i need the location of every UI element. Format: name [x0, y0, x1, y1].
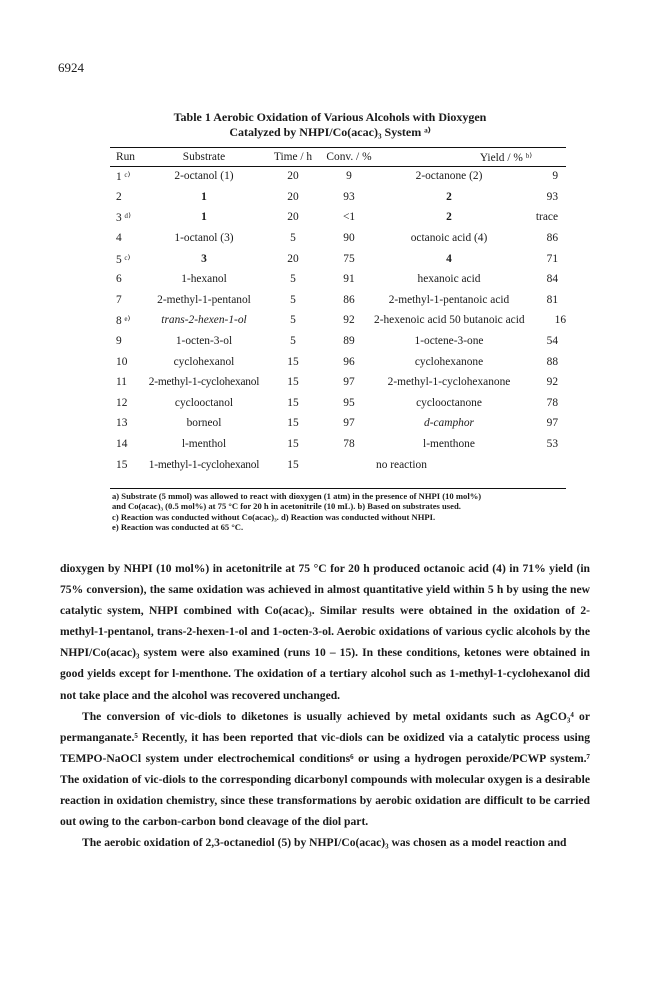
run-cell: 2 [116, 190, 122, 203]
time-cell: 5 [290, 273, 296, 286]
time-cell: 15 [287, 458, 299, 471]
body-text [60, 558, 590, 853]
conversion-cell: 86 [343, 293, 355, 306]
conversion-cell: 9 [346, 170, 352, 183]
table-caption-line-1: Table 1 Aerobic Oxidation of Various Alcohols with Dioxygen [173, 110, 487, 124]
table-row [110, 310, 566, 331]
run-cell: 14 [116, 438, 128, 451]
substrate-cell: 1-methyl-1-cyclohexanol [148, 458, 260, 471]
substrate-cell: l-menthol [181, 438, 227, 451]
yield-cell: 88 [546, 355, 559, 368]
yield-cell: 93 [546, 190, 559, 203]
substrate-cell: cyclohexanol [173, 355, 235, 368]
table-row [110, 269, 566, 290]
table-footnotes [112, 491, 582, 532]
conversion-cell: 96 [343, 355, 355, 368]
substrate-cell: trans-2-hexen-1-ol [161, 314, 247, 327]
run-cell: 9 [116, 335, 122, 348]
conversion-cell: 92 [343, 314, 355, 327]
table-caption-line-2: Catalyzed by NHPI/Co(acac)₃ System ᵃ⁾ [229, 125, 431, 139]
yield-cell [524, 454, 566, 475]
conversion-cell: 97 [343, 417, 355, 430]
yield-cell: 9 [552, 170, 559, 183]
product-cell: hexanoic acid [417, 273, 481, 286]
substrate-cell: 1-octanol (3) [174, 232, 234, 245]
yield-cell: 53 [546, 438, 559, 451]
substrate-cell: 2-methyl-1-pentanol [157, 293, 251, 306]
footnote-line: and Co(acac)₃ (0.5 mol%) at 75 °C for 20 h in acetonitrile (10 mL). b) Based on substrates used. [112, 501, 461, 512]
time-cell: 5 [290, 293, 296, 306]
page-number: 6924 [58, 60, 84, 75]
run-cell: 10 [116, 355, 128, 368]
table-row [110, 331, 566, 352]
substrate-cell: 3 [201, 252, 207, 265]
run-cell: 11 [116, 376, 127, 389]
header-time: Time / h [273, 151, 313, 163]
yield-cell: 97 [546, 417, 559, 430]
conversion-cell: 89 [343, 335, 355, 348]
time-cell: 5 [290, 232, 296, 245]
conversion-cell: <1 [342, 211, 356, 224]
table-row [110, 413, 566, 434]
table-row [110, 434, 566, 455]
header-conversion: Conv. / % [326, 151, 372, 163]
product-cell: cyclohexanone [414, 355, 484, 368]
table-header-row [110, 148, 566, 166]
run-cell: 3 ᵈ⁾ [116, 212, 131, 225]
substrate-cell: 1-hexanol [181, 273, 227, 286]
product-cell: 2-methyl-1-cyclohexanone [387, 376, 511, 389]
time-cell: 20 [287, 190, 299, 203]
substrate-cell: 2-methyl-1-cyclohexanol [148, 376, 260, 389]
table-row [110, 351, 566, 372]
time-cell: 5 [290, 314, 296, 327]
table-bottom-rule [110, 488, 566, 489]
run-cell: 8 ᵉ⁾ [116, 315, 131, 328]
conversion-cell: 93 [343, 190, 355, 203]
product-cell: octanoic acid (4) [410, 232, 488, 245]
product-cell: 2-hexenoic acid 50 butanoic acid [374, 314, 525, 327]
yield-cell: 81 [546, 293, 559, 306]
table-row [110, 166, 566, 187]
run-cell: 15 [116, 458, 128, 471]
time-cell: 20 [287, 211, 299, 224]
table-row [110, 228, 566, 249]
table-row [110, 290, 566, 311]
conversion-cell [324, 454, 374, 475]
product-cell: d-camphor [424, 417, 474, 430]
conversion-cell: 91 [343, 273, 355, 286]
product-cell: 4 [446, 252, 452, 265]
header-run: Run [116, 151, 135, 163]
yield-cell: trace [535, 211, 559, 224]
paragraph: The aerobic oxidation of 2,3-octanediol (5) by NHPI/Co(acac)₃ was chosen as a model reaction and [82, 836, 567, 850]
conversion-cell: 97 [343, 376, 355, 389]
run-cell: 13 [116, 417, 128, 430]
results-table [110, 148, 566, 475]
footnote-line: e) Reaction was conducted at 65 °C. [112, 521, 244, 532]
table-row [110, 207, 566, 228]
yield-cell: 71 [546, 252, 559, 265]
table-caption [110, 110, 550, 140]
time-cell: 15 [287, 355, 299, 368]
footnote-line: c) Reaction was conducted without Co(acac)₃. d) Reaction was conducted without NHPI. [112, 511, 436, 522]
time-cell: 15 [287, 438, 299, 451]
substrate-cell: 2-octanol (1) [174, 170, 234, 183]
run-cell: 1 ᶜ⁾ [116, 171, 131, 184]
table-row [110, 372, 566, 393]
conversion-cell: 95 [343, 396, 355, 409]
yield-cell: 16 [554, 314, 567, 327]
product-cell: 1-octene-3-one [414, 335, 484, 348]
table-row [110, 393, 566, 414]
product-cell: cyclooctanone [416, 396, 482, 409]
product-cell: 2 [446, 211, 452, 224]
product-cell: 2-methyl-1-pentanoic acid [388, 293, 510, 306]
run-cell: 12 [116, 396, 128, 409]
header-yield: Yield / % ᵇ⁾ [479, 152, 533, 164]
run-cell: 7 [116, 293, 122, 306]
time-cell: 20 [287, 252, 299, 265]
table-row [110, 454, 566, 475]
substrate-cell: 1 [201, 211, 207, 224]
table-row [110, 187, 566, 208]
paragraph: The conversion of vic-diols to diketones is usually achieved by metal oxidants such as AgCO₃⁴ or permanganate.⁵ Recently, it has been reported that vic-diols can be oxidized via a catalytic process using TEMPO-NaOCl system under electrochemical conditions⁶ or using a hydrogen peroxide/PCWP system.⁷ The oxidation of vic-diols to the corresponding dicarbonyl compounds with molecular oxygen is a desirable reaction in oxidation chemistry, since these transformations by aerobic oxidation are difficult to be carried out owing to the carbon-carbon bond cleavage of the diol part. [60, 709, 590, 829]
substrate-cell: 1 [201, 190, 207, 203]
footnote-line: a) Substrate (5 mmol) was allowed to react with dioxygen (1 atm) in the presence of NHPI (10 mol%) [112, 491, 482, 501]
product-cell: 2 [446, 190, 452, 203]
substrate-cell: cyclooctanol [174, 396, 234, 409]
conversion-cell: 75 [343, 252, 355, 265]
yield-cell: 92 [546, 376, 559, 389]
substrate-cell: borneol [186, 417, 222, 430]
yield-cell: 78 [546, 396, 559, 409]
table-row [110, 248, 566, 269]
time-cell: 20 [287, 170, 299, 183]
time-cell: 5 [290, 335, 296, 348]
substrate-cell: 1-octen-3-ol [175, 335, 233, 348]
yield-cell: 84 [546, 273, 559, 286]
conversion-cell: 90 [343, 232, 355, 245]
run-cell: 4 [116, 232, 122, 245]
product-cell: 2-octanone (2) [415, 170, 483, 183]
time-cell: 15 [287, 417, 299, 430]
run-cell: 6 [116, 273, 122, 286]
yield-cell: 86 [546, 232, 559, 245]
yield-cell: 54 [546, 335, 559, 348]
header-substrate: Substrate [182, 151, 226, 163]
conversion-cell: 78 [343, 438, 355, 451]
product-cell: no reaction [376, 458, 427, 471]
run-cell: 5 ᶜ⁾ [116, 253, 131, 266]
product-cell: l-menthone [423, 438, 475, 451]
paragraph: dioxygen by NHPI (10 mol%) in acetonitrile at 75 °C for 20 h produced octanoic acid (4) in 71% yield (in 75% conversion), the same oxidation was achieved in almost quantitative yield within 5 h by using the new catalytic system, NHPI combined with Co(acac)₃. Similar results were obtained in the oxidation of 2-methyl-1-pentanol, trans-2-hexen-1-ol and 1-octen-3-ol. Aerobic oxidations of various cyclic alcohols by the NHPI/Co(acac)₃ system were also examined (runs 10 – 15). In these conditions, ketones were obtained in good yields except for l-menthone. The oxidation of a tertiary alcohol such as 1-methyl-1-cyclohexanol did not take place and the alcohol was recovered unchanged. [60, 562, 590, 702]
time-cell: 15 [287, 376, 299, 389]
time-cell: 15 [287, 396, 299, 409]
